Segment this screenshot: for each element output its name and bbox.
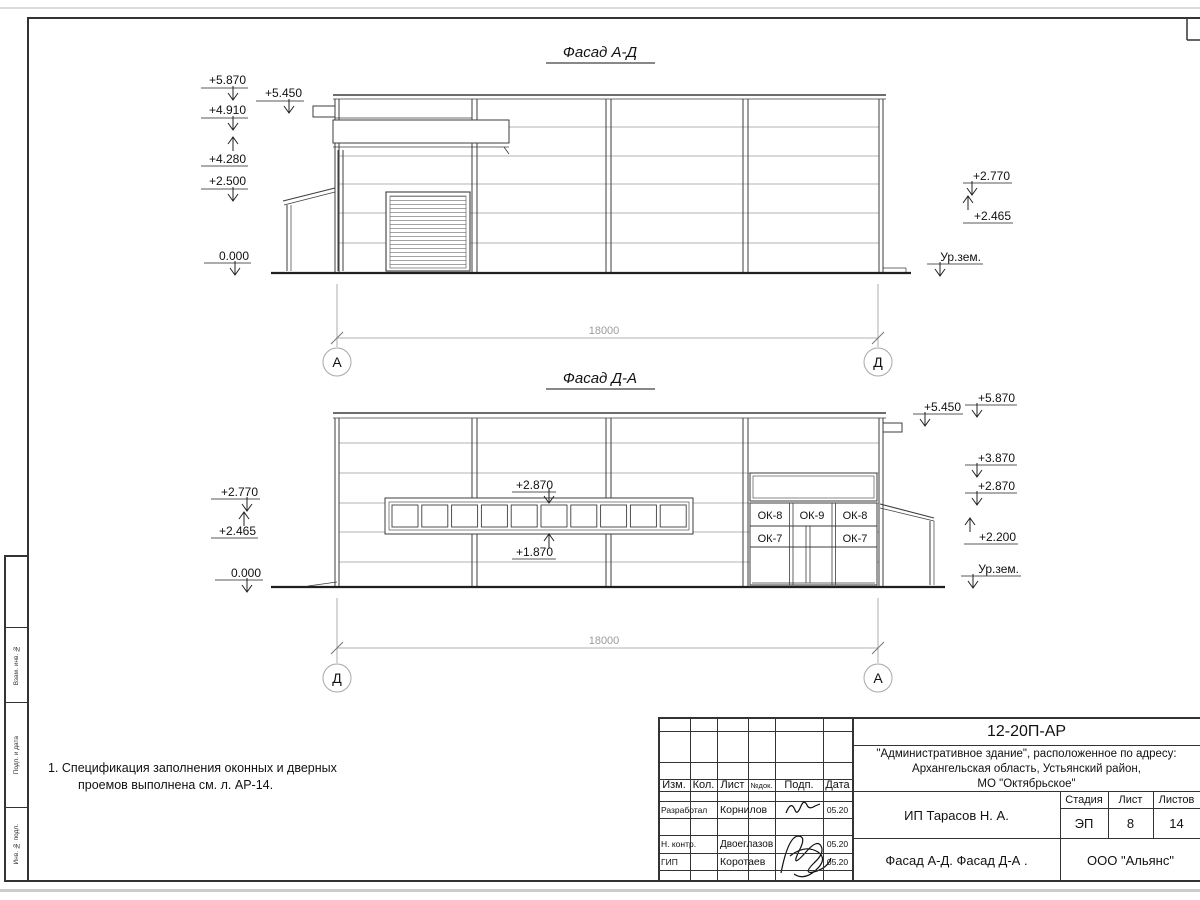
col-header-data: Дата bbox=[825, 779, 850, 791]
window-label: ОК-7 bbox=[757, 533, 783, 545]
name-dvoeglazov: Двоеглазов bbox=[720, 838, 774, 850]
name-kornilov: Корнилов bbox=[720, 803, 768, 816]
sheet-top-edge bbox=[0, 7, 1200, 9]
date-gip: 05.20 bbox=[826, 856, 849, 867]
bottom-facade-drawing bbox=[211, 370, 1021, 692]
window-label: ОК-9 bbox=[799, 510, 825, 522]
bottom-facade-leanto bbox=[880, 504, 934, 585]
project-name bbox=[853, 747, 1200, 791]
window-label: ОК-7 bbox=[842, 533, 868, 545]
axis-letter: Д bbox=[873, 354, 883, 370]
elevation-label: +4.910 bbox=[208, 103, 246, 117]
elevation-label: 0.000 bbox=[230, 566, 261, 580]
elevation-label: +5.450 bbox=[264, 86, 302, 100]
sheet-number: 8 bbox=[1126, 815, 1135, 831]
company-name: ООО "Альянс" bbox=[1087, 852, 1174, 868]
col-header-kol: Кол. bbox=[692, 779, 715, 791]
elevation-label: +2.770 bbox=[972, 169, 1010, 183]
side-stamp-inv: Инв. № подл. bbox=[12, 823, 20, 865]
ground-level-label: Ур.зем. bbox=[940, 250, 981, 264]
project-line-2: Архангельская область, Устьянский район, bbox=[912, 762, 1141, 775]
col-header-izm: Изм. bbox=[662, 779, 686, 791]
sheet-bottom-edge bbox=[0, 889, 1200, 892]
date-nkontr: 05.20 bbox=[826, 839, 849, 849]
doc-number: 12-20П-АР bbox=[986, 722, 1067, 740]
elevation-label: +2.200 bbox=[978, 530, 1016, 544]
elevation-label: +4.280 bbox=[208, 152, 246, 166]
col-header-podp: Подп. bbox=[784, 779, 814, 791]
frame-top bbox=[27, 17, 1200, 19]
frame-left bbox=[27, 17, 29, 882]
elevation-label: +2.870 bbox=[977, 479, 1015, 493]
project-line-3: МО "Октябрьское" bbox=[977, 777, 1076, 790]
dimension-text: 18000 bbox=[588, 635, 620, 647]
axis-letter: А bbox=[332, 354, 342, 370]
axis-letter: Д bbox=[332, 670, 342, 686]
role-nkontr: Н. контр. bbox=[661, 839, 697, 849]
ground-level-label: Ур.зем. bbox=[978, 562, 1019, 576]
sheet-label: Лист bbox=[1118, 793, 1143, 806]
sheets-label: Листов bbox=[1158, 793, 1195, 806]
corner-reference-box bbox=[1187, 17, 1200, 40]
note-line-2: проемов выполнена см. л. АР-14. bbox=[78, 778, 274, 792]
roller-door bbox=[386, 192, 470, 271]
role-gip: ГИП bbox=[661, 856, 678, 867]
elevation-label: +2.465 bbox=[973, 209, 1011, 223]
top-facade-drawing bbox=[201, 44, 1013, 376]
date-razrabotal: 05.20 bbox=[826, 804, 849, 815]
client-name: ИП Тарасов Н. А. bbox=[904, 807, 1009, 823]
sheet-title: Фасад А-Д. Фасад Д-А . bbox=[885, 852, 1028, 868]
axis-letter: А bbox=[873, 670, 883, 686]
elevation-label: 0.000 bbox=[218, 249, 249, 263]
window-label: ОК-8 bbox=[842, 510, 868, 522]
elevation-label: +1.870 bbox=[515, 545, 553, 559]
note-line-1: 1. Спецификация заполнения оконных и дверных bbox=[48, 761, 337, 775]
window-label: ОК-8 bbox=[757, 510, 783, 522]
signature-kornilov bbox=[786, 802, 820, 813]
col-header-ndok: №док. bbox=[750, 780, 773, 790]
elevation-label: +2.870 bbox=[515, 478, 553, 492]
col-header-list: Лист bbox=[720, 779, 745, 791]
roof-vent bbox=[313, 106, 335, 117]
stage-value: ЭП bbox=[1074, 815, 1094, 831]
elevation-label: +5.870 bbox=[208, 73, 246, 87]
bottom-facade-dimension bbox=[323, 598, 892, 692]
dimension-text: 18000 bbox=[588, 325, 620, 337]
top-facade-title: Фасад А-Д bbox=[562, 44, 638, 61]
sign-band bbox=[750, 473, 877, 501]
elevation-label: +5.450 bbox=[923, 400, 961, 414]
project-line-1: "Административное здание", расположенное по адресу: bbox=[876, 748, 1177, 760]
elevation-label: +2.465 bbox=[218, 524, 256, 538]
elevation-label: +2.500 bbox=[208, 174, 246, 188]
sheets-total: 14 bbox=[1169, 815, 1184, 831]
side-stamp-podp: Подп. и дата bbox=[12, 735, 20, 775]
elevation-label: +2.770 bbox=[220, 485, 258, 499]
ribbon-window-band bbox=[385, 498, 693, 534]
top-facade-leanto bbox=[283, 188, 335, 271]
top-facade-dimension bbox=[323, 284, 892, 376]
storefront bbox=[750, 473, 877, 585]
elevation-label: +3.870 bbox=[977, 451, 1015, 465]
elevation-label: +5.870 bbox=[977, 391, 1015, 405]
name-korotaev: Коротаев bbox=[720, 855, 766, 868]
side-stamp-vzam: Взам. инв. № bbox=[12, 644, 20, 686]
bottom-facade-title: Фасад Д-А bbox=[562, 370, 638, 387]
top-facade-elevation-marks bbox=[201, 73, 1013, 276]
stage-label: Стадия bbox=[1065, 793, 1103, 806]
role-razrabotal: Разработал bbox=[661, 804, 708, 815]
roof-vent bbox=[883, 423, 902, 432]
